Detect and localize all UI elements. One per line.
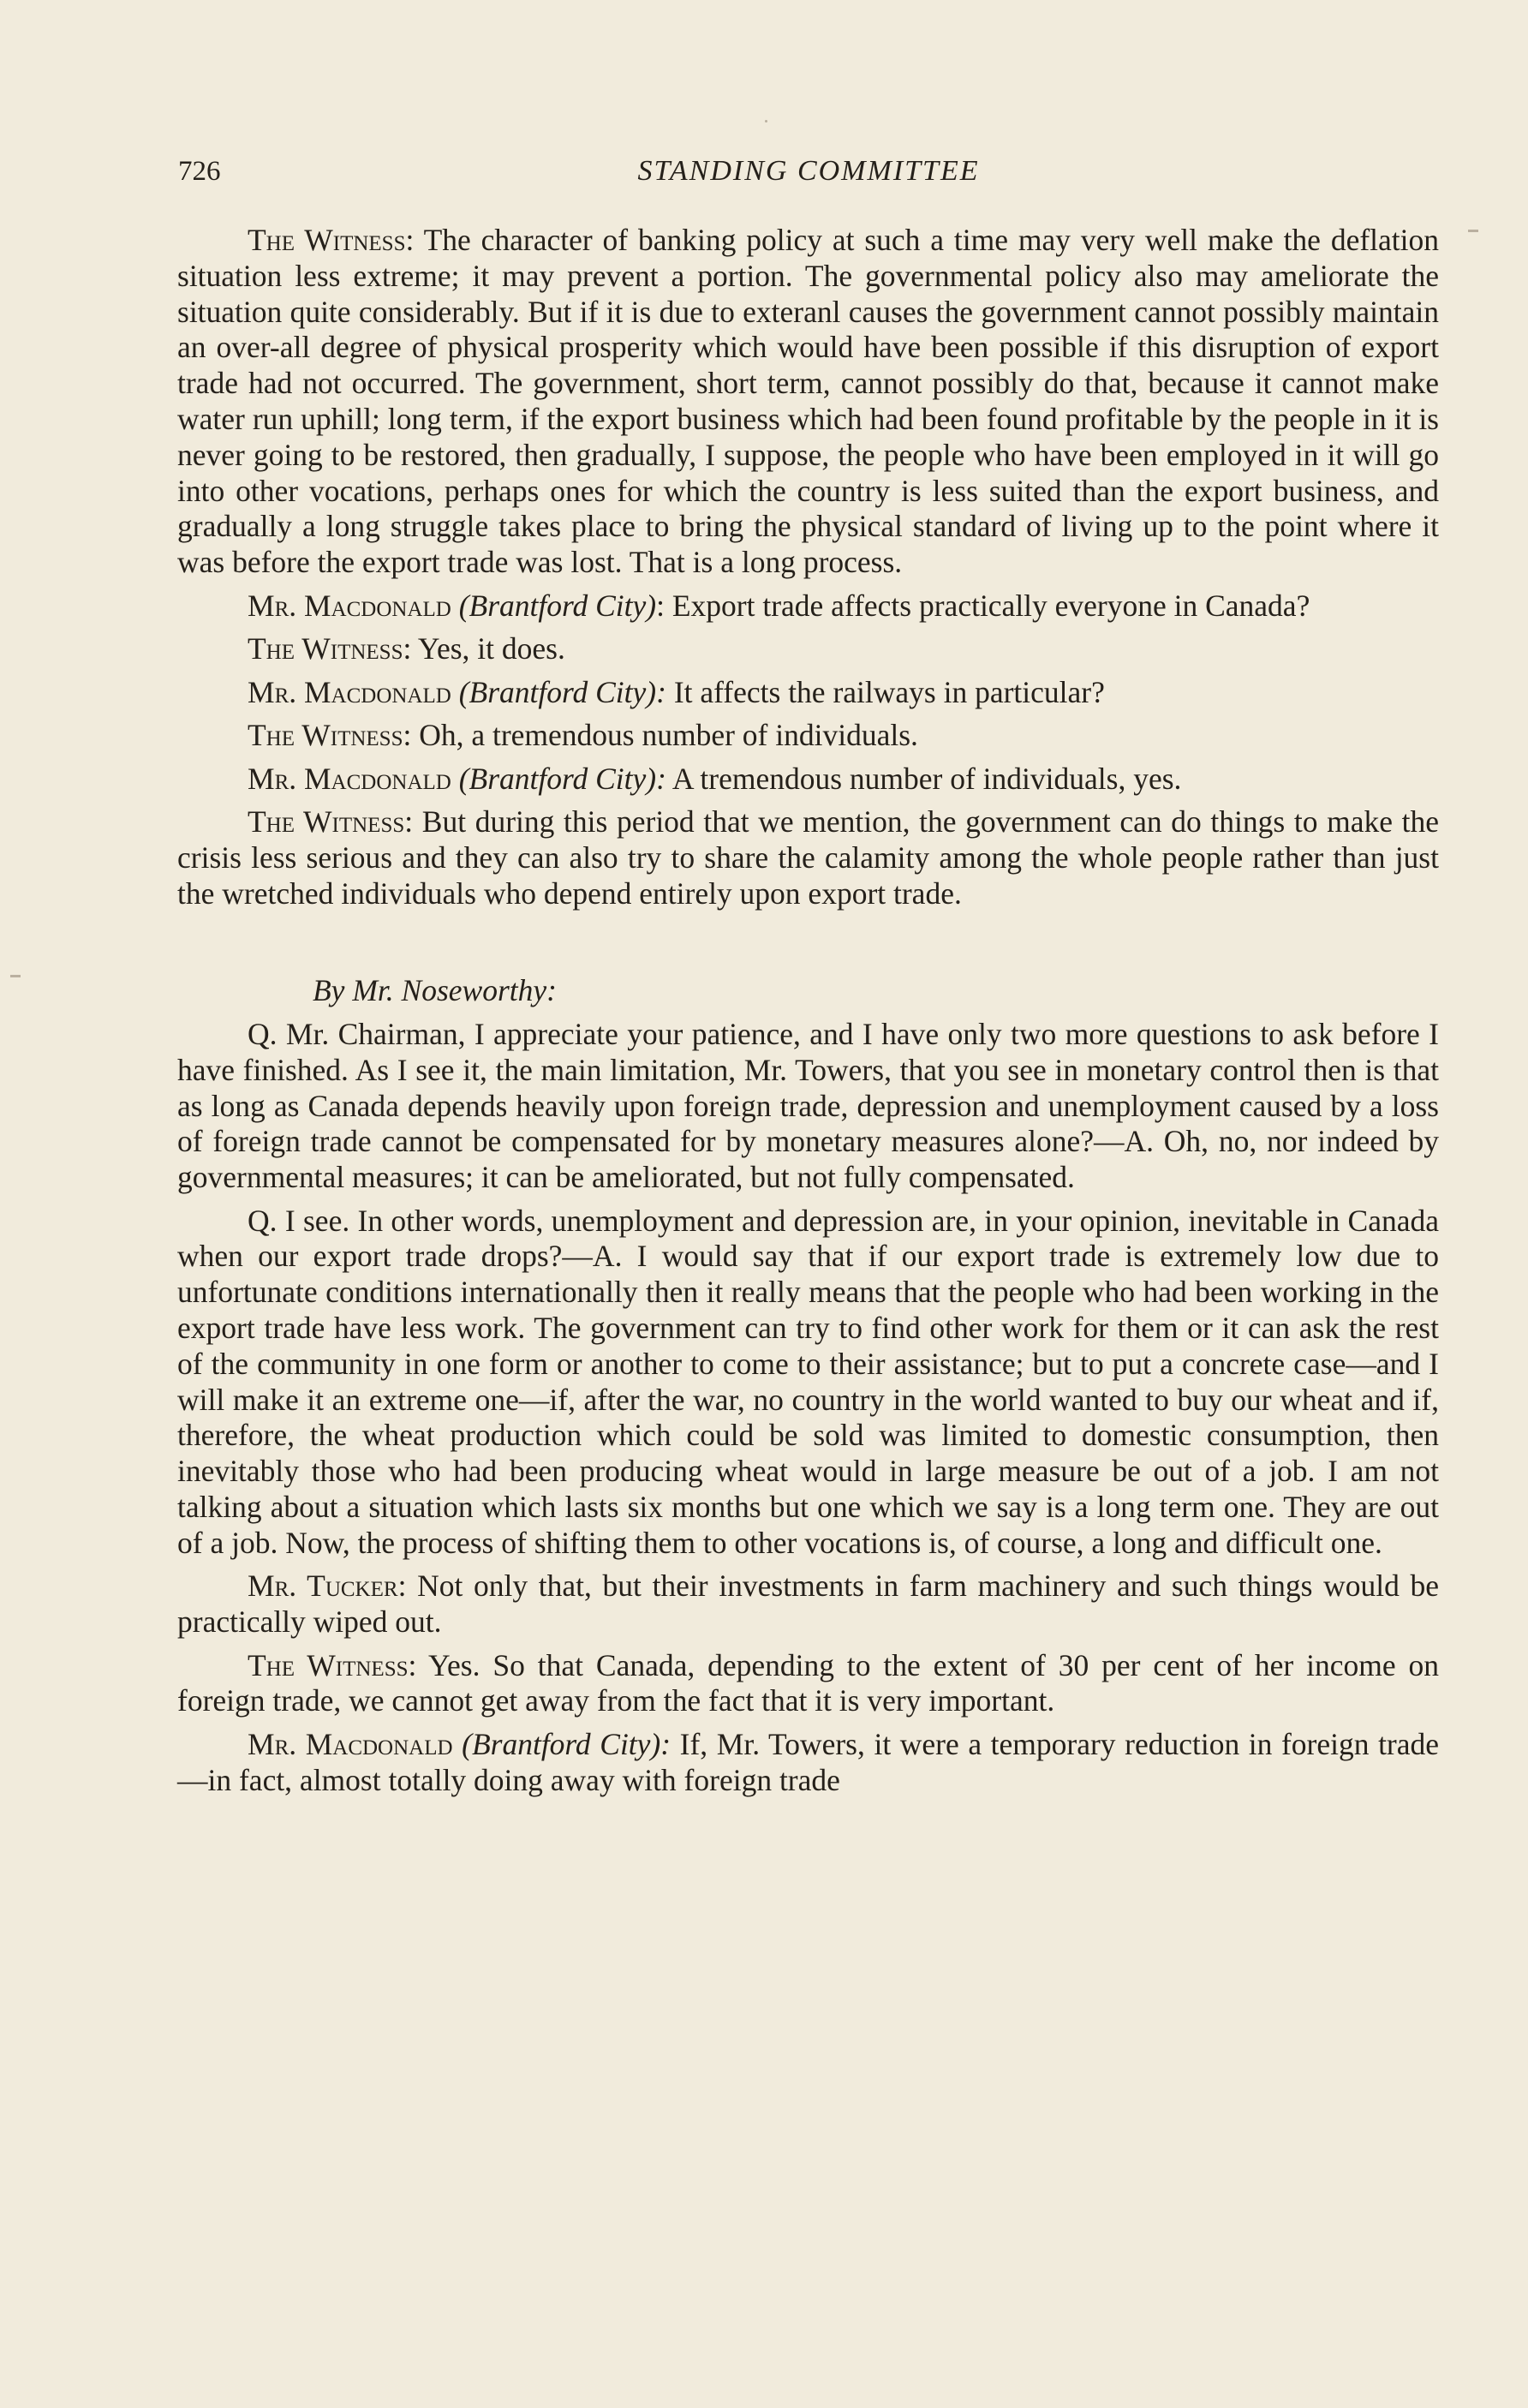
paragraph-text: If, Mr. Towers, it were a temporary reduction in foreign trade—in fact, almost totally doing away with foreign trade xyxy=(177,1726,1440,1797)
speaker-name: Mr. Macdonald xyxy=(248,1726,453,1761)
speaker-name: Mr. Macdonald xyxy=(248,588,451,623)
paragraph-text: : The character of banking policy at such a time may very well make the deflation situation less extreme; it may prevent a portion. The governmental policy also may ameliorate the situation quite considerably. But if it is due to exteranl causes the government cannot possibly maintain an over-all degree of physical prosperity which would have been possible if this disruption of export trade had not occurred. The government, short term, cannot possibly do that, because it cannot make water run uphill; long term, if the export business which had been found profitable by the people in it is never going to be restored, then gradually, I suppose, the people who have been employed in it will go into other vocations, perhaps ones for which the country is less suited than the export business, and gradually a long struggle takes place to bring the physical standard of living up to the point where it was before the export trade was lost. That is a long process. xyxy=(177,223,1439,580)
testimony-paragraph xyxy=(177,223,1439,581)
testimony-paragraph xyxy=(177,804,1439,911)
paragraph-text: A tremendous number of individuals, yes. xyxy=(666,761,1182,796)
paragraph-text: : Yes, it does. xyxy=(403,631,565,666)
testimony-paragraph xyxy=(177,1568,1439,1640)
speaker-name: The Witness xyxy=(248,1647,409,1682)
paragraph-text: : Oh, a tremendous number of individuals. xyxy=(403,718,918,753)
testimony-paragraph xyxy=(177,675,1439,711)
paragraph-text: : But during this period that we mention, the government can do things to make the crisis less serious and they can also try to share the calamity among the whole people rather than just the wretched individuals who depend entirely upon export trade. xyxy=(177,804,1440,911)
testimony-paragraph xyxy=(177,718,1439,754)
speaker-riding: (Brantford City): xyxy=(451,761,666,796)
speaker-name: The Witness xyxy=(248,631,403,666)
margin-dash-mark xyxy=(10,975,21,977)
speaker-riding: (Brantford City) xyxy=(451,588,657,623)
page-number: 726 xyxy=(178,156,221,187)
speaker-name: The Witness xyxy=(248,804,405,840)
speaker-riding: (Brantford City): xyxy=(451,674,666,709)
paragraph-text: : Export trade affects practically everyone in Canada? xyxy=(656,588,1310,623)
speaker-name: Mr. Tucker xyxy=(248,1568,398,1604)
examiner-byline: By Mr. Noseworthy: xyxy=(313,973,557,1008)
testimony-paragraph xyxy=(177,762,1439,798)
speaker-name: Mr. Macdonald xyxy=(248,761,451,796)
testimony-paragraph xyxy=(177,589,1439,624)
paragraph-text: : Yes. So that Canada, depending to the extent of 30 per cent of her income on foreign trade, we cannot get away from the fact that it is very important. xyxy=(177,1647,1440,1718)
speaker-name: The Witness xyxy=(248,718,403,753)
question-answer-paragraph: Q. Mr. Chairman, I appreciate your patience, and I have only two more questions to ask before I have finished. As I see it, the main limitation, Mr. Towers, that you see in monetary control then is that as long as Canada depends heavily upon foreign trade, depression and unemployment caused by a loss of foreign trade cannot be compensated for by monetary measures alone?—A. Oh, no, nor indeed by governmental measures; it can be ameliorated, but not fully compensated. xyxy=(177,1016,1439,1195)
body-text xyxy=(177,223,1439,1806)
speaker-name: Mr. Macdonald xyxy=(248,674,451,709)
speaker-name: The Witness xyxy=(248,223,406,257)
question-answer-paragraph: Q. I see. In other words, unemployment and depression are, in your opinion, inevitable in Canada when our export trade drops?—A. I would say that if our export trade is extremely low due to unfortunate conditions internationally then it really means that the people who had been working in the export trade have less work. The government can try to find other work for them or it can ask the rest of the community in one form or another to come to their assistance; but to put a concrete case—and I will make it an extreme one—if, after the war, no country in the world wanted to buy our wheat and if, therefore, the wheat production which could be sold was limited to domestic consumption, then inevitably those who had been producing wheat would in large measure be out of a job. I am not talking about a situation which lasts six months but one which we say is a long term one. They are out of a job. Now, the process of shifting them to other vocations is, of course, a long and difficult one. xyxy=(177,1203,1439,1560)
testimony-paragraph xyxy=(177,1727,1439,1799)
paragraph-text: It affects the railways in particular? xyxy=(666,674,1105,709)
testimony-paragraph xyxy=(177,631,1439,667)
margin-dash-mark xyxy=(1468,230,1478,232)
print-speck xyxy=(765,120,767,122)
page-header xyxy=(178,154,1439,188)
paragraph-text: : Not only that, but their investments in farm machinery and such things would be practically wiped out. xyxy=(177,1568,1440,1640)
running-head: STANDING COMMITTEE xyxy=(637,155,980,187)
testimony-paragraph xyxy=(177,1648,1439,1720)
speaker-riding: (Brantford City): xyxy=(452,1726,671,1761)
